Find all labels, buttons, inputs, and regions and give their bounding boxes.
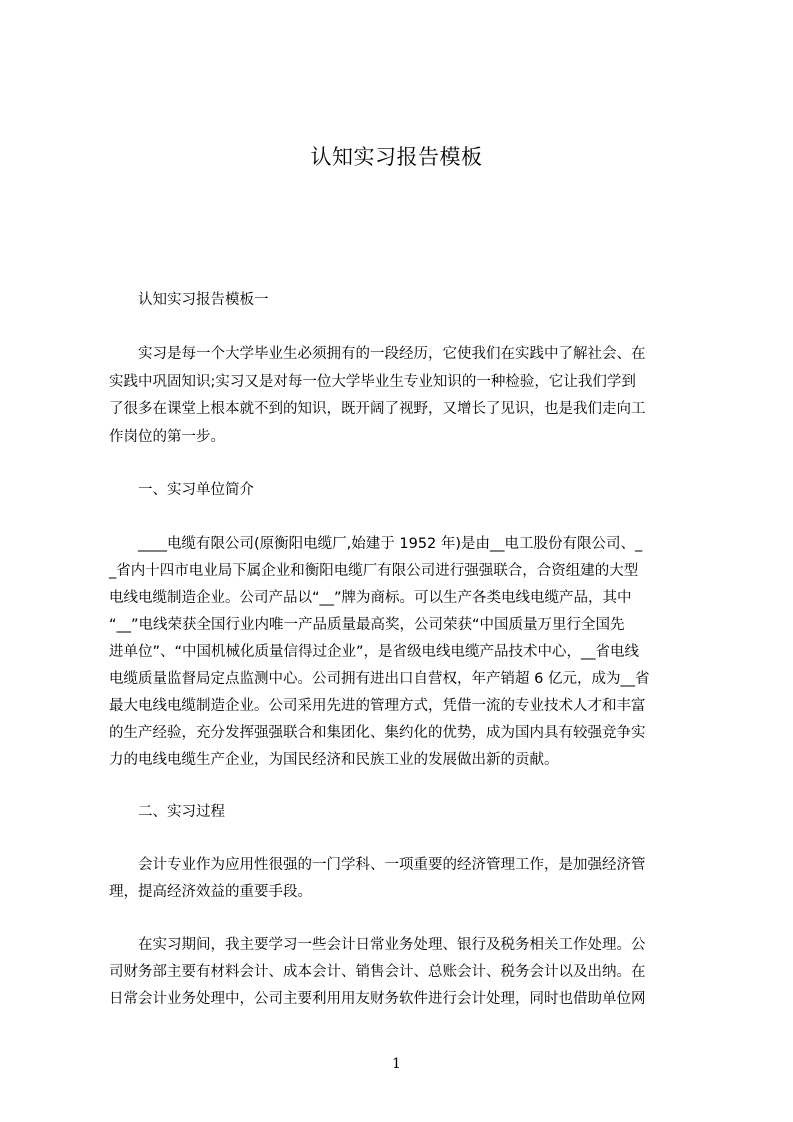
section1-line-8: 的生产经验，充分发挥强强联合和集团化、集约化的优势，成为国内具有较强竞争实 bbox=[109, 725, 646, 741]
page-number: 1 bbox=[392, 1056, 401, 1072]
section1-line-7: 最大电线电缆制造企业。公司采用先进的管理方式，凭借一流的专业技术人才和丰富 bbox=[109, 698, 646, 714]
section1-heading: 一、实习单位简介 bbox=[138, 482, 254, 498]
section1-line-1: ____电缆有限公司(原衡阳电缆厂,始建于 1952 年)是由__电工股份有限公司、_ bbox=[138, 536, 643, 552]
section2-heading: 二、实习过程 bbox=[138, 804, 225, 820]
intro-line-3: 了很多在课堂上根本就不到的知识，既开阔了视野，又增长了见识，也是我们走向工 bbox=[109, 401, 646, 417]
section1-line-9: 力的电线电缆生产企业，为国民经济和民族工业的发展做出新的贡献。 bbox=[109, 752, 559, 768]
document-title: 认知实习报告模板 bbox=[310, 145, 483, 169]
intro-line-4: 作岗位的第一步。 bbox=[109, 429, 225, 445]
section2-para2-line-3: 日常会计业务处理中，公司主要利用用友财务软件进行会计处理，同时也借助单位网 bbox=[109, 991, 646, 1007]
section2-para2-line-2: 司财务部主要有材料会计、成本会计、销售会计、总账会计、税务会计以及出纳。在 bbox=[109, 964, 646, 980]
intro-line-1: 实习是每一个大学毕业生必须拥有的一段经历，它使我们在实践中了解社会、在 bbox=[138, 346, 646, 362]
subtitle: 认知实习报告模板一 bbox=[138, 292, 269, 308]
section1-line-3: 电线电缆制造企业。公司产品以“__”牌为商标。可以生产各类电线电缆产品，其中 bbox=[109, 590, 632, 606]
section1-line-5: 进单位”、“中国机械化质量信得过企业”，是省级电线电缆产品技术中心，__省电线 bbox=[109, 644, 640, 660]
section2-para1-line-1: 会计专业作为应用性很强的一门学科、一项重要的经济管理工作，是加强经济管 bbox=[138, 857, 646, 873]
section1-line-4: “__”电线荣获全国行业内唯一产品质量最高奖，公司荣获“中国质量万里行全国先 bbox=[109, 617, 625, 633]
section1-line-6: 电缆质量监督局定点监测中心。公司拥有进出口自营权，年产销超 6 亿元，成为__省 bbox=[109, 671, 650, 687]
section1-line-2: _省内十四市电业局下属企业和衡阳电缆厂有限公司进行强强联合，合资组建的大型 bbox=[109, 563, 639, 579]
section2-para1-line-2: 理，提高经济效益的重要手段。 bbox=[109, 884, 312, 900]
section2-para2-line-1: 在实习期间，我主要学习一些会计日常业务处理、银行及税务相关工作处理。公 bbox=[138, 937, 646, 953]
intro-line-2: 实践中巩固知识;实习又是对每一位大学毕业生专业知识的一种检验，它让我们学到 bbox=[109, 374, 636, 390]
